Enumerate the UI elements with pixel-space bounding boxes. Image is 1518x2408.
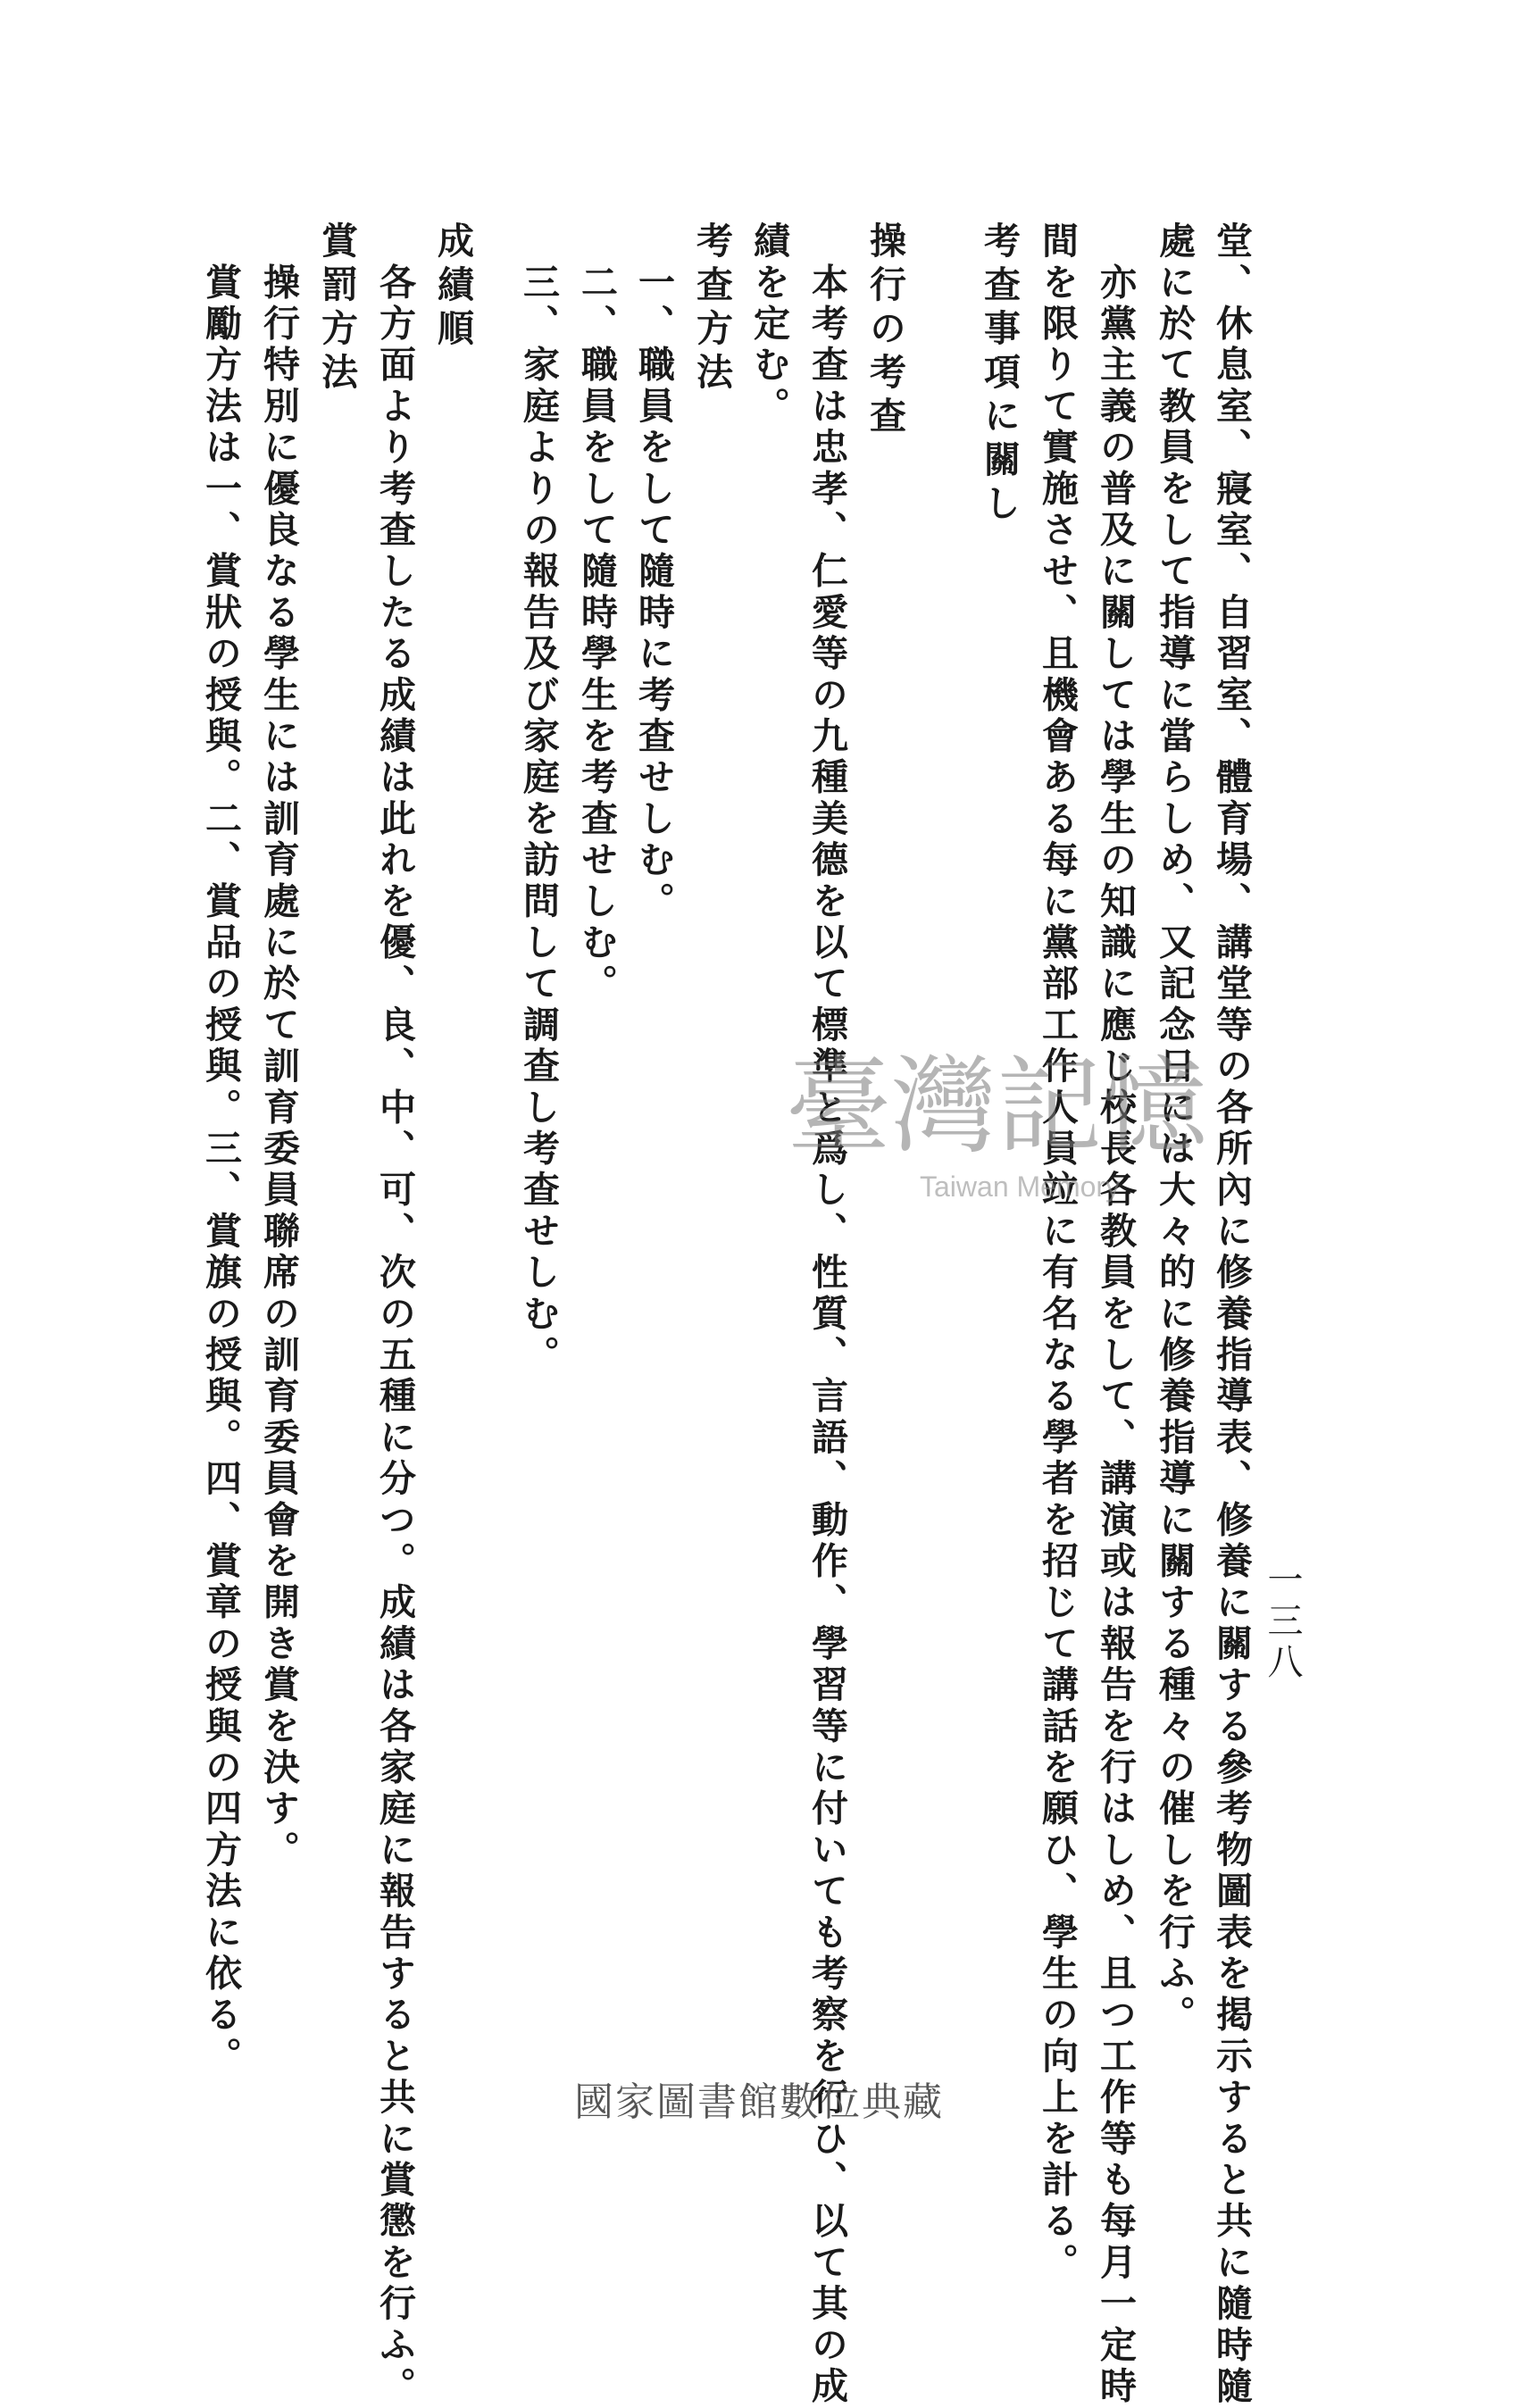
- watermark-chinese: 臺灣記憶: [786, 1045, 1205, 1168]
- heading-reward-punishment: 賞罰方法: [315, 221, 358, 396]
- list-item-3: 三、家庭よりの報告及び家庭を訪問して調查し考查せしむ。: [517, 221, 560, 1377]
- text-column-4: 間を限りて實施させ、且機會ある每に黨部工作人員竝に有名なる學者を招じて講話を願ひ、學生の向上を計る。: [1036, 221, 1079, 2284]
- heading-grade-order: 成績順: [431, 221, 474, 353]
- text-column-7: 本考查は忠孝、仁愛等の九種美德を以て標準と爲し、性質、言語、動作、學習等に付いても考察を行ひ、以て其の成: [805, 221, 848, 2408]
- heading-inspection-method: 考查方法: [690, 221, 733, 396]
- list-item-1: 一、職員をして隨時に考查せしむ。: [632, 221, 675, 923]
- text-column-3: 亦黨主義の普及に關しては學生の知識に應じ校長各教員をして、講演或は報告を行はしめ、且つ工作等も每月一定時: [1094, 221, 1137, 2408]
- watermark-english: Taiwan Memory: [920, 1171, 1121, 1203]
- text-column-17: 賞勵方法は一、賞狀の授與。二、賞品の授與。三、賞旗の授與。四、賞章の授與の四方法に依る。: [199, 221, 242, 2078]
- text-column-14: 各方面より考查したる成績は此れを優、良、中、可、次の五種に分つ。成績は各家庭に報告すると共に賞懲を行ふ。: [373, 221, 416, 2408]
- text-column-16: 操行特別に優良なる學生には訓育處に於て訓育委員聯席の訓育委員會を開き賞を決す。: [257, 221, 300, 1871]
- footer-archive-label: 國家圖書館數位典藏: [574, 2079, 944, 2125]
- text-column-1: 堂、休息室、寢室、自習室、體育場、講堂等の各所內に修養指導表、修養に關する參考物圖表を掲示すると共に隨時隨: [1210, 221, 1253, 2408]
- text-column-8: 績を定む。: [747, 221, 790, 428]
- heading-inspection-matters: 考查事項に關し: [978, 221, 1021, 528]
- page-number: 一三八: [1262, 1561, 1303, 1684]
- heading-conduct-inspection: 操行の考查: [863, 221, 906, 440]
- text-column-2: 處に於て教員をして指導に當らしめ、又記念日には大々的に修養指導に關する種々の催しを行ふ。: [1153, 221, 1196, 2037]
- list-item-2: 二、職員をして隨時學生を考查せしむ。: [575, 221, 618, 1005]
- taiwan-memory-watermark: [786, 1027, 1205, 1223]
